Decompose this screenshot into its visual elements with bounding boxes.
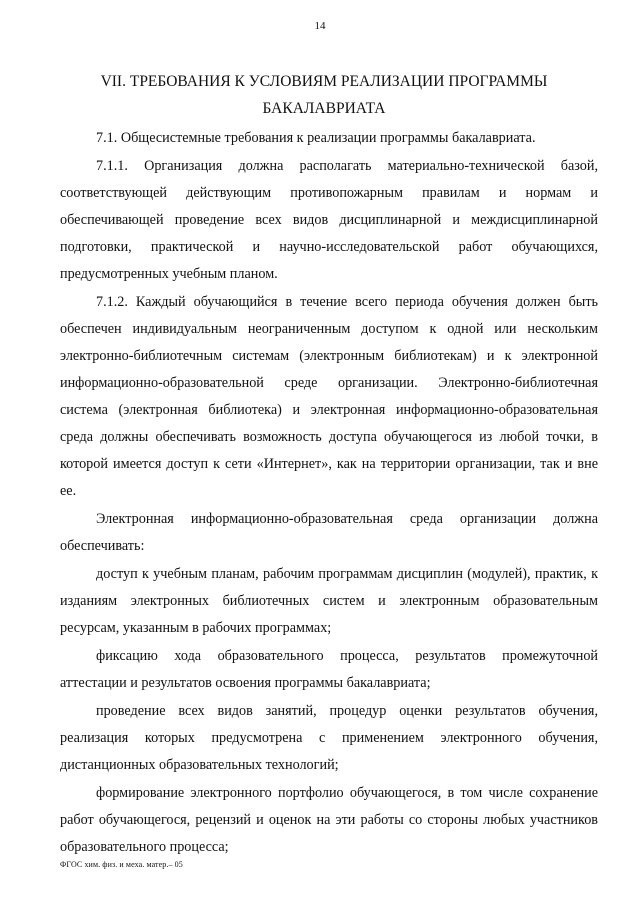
section-title-line-2: БАКАЛАВРИАТА [262,100,386,117]
section-title [60,68,588,122]
list-item-portfolio: формирование электронного портфолио обучающегося, в том числе сохранение работ обучающегося, рецензий и оценок на эти работы со стороны любых участников образовательного процесса; [60,785,598,855]
paragraph-7-1-1: 7.1.1. Организация должна располагать материально-технической базой, соответствующей действующим противопожарным правилам и нормам и обеспечивающей проведение всех видов дисциплинарной и междисциплинарной подготовки, практической и научно-исследовательской работ обучающихся, предусмотренных учебным планом. [60,158,598,282]
paragraph-environment-intro: Электронная информационно-образовательная среда организации должна обеспечивать: [60,511,598,554]
section-title-line-1: VII. ТРЕБОВАНИЯ К УСЛОВИЯМ РЕАЛИЗАЦИИ ПРОГРАММЫ [100,73,548,90]
paragraph-7-1-2: 7.1.2. Каждый обучающийся в течение всего периода обучения должен быть обеспечен индивидуальным неограниченным доступом к одной или нескольким электронно-библиотечным системам (электронным библиотекам) и к электронной информационно-образовательной среде организации. Электронно-библиотечная система (электронная библиотека) и электронная информационно-образовательная среда должны обеспечивать возможность доступа обучающегося из любой точки, в которой имеется доступ к сети «Интернет», как на территории организации, так и вне ее. [60,294,598,499]
list-item-classes: проведение всех видов занятий, процедур оценки результатов обучения, реализация которых предусмотрена с применением электронного обучения, дистанционных образовательных технологий; [60,703,598,773]
document-body [60,125,598,862]
page-footer: ФГОС хим. физ. и меха. матер.– 05 [60,860,183,869]
list-item-access: доступ к учебным планам, рабочим программам дисциплин (модулей), практик, к изданиям электронных библиотечных систем и электронным образовательным ресурсам, указанным в рабочих программах; [60,566,598,636]
page-number: 14 [314,20,326,32]
paragraph-7-1: 7.1. Общесистемные требования к реализации программы бакалавриата. [96,130,536,146]
list-item-fixation: фиксацию хода образовательного процесса, результатов промежуточной аттестации и результатов освоения программы бакалавриата; [60,648,598,691]
